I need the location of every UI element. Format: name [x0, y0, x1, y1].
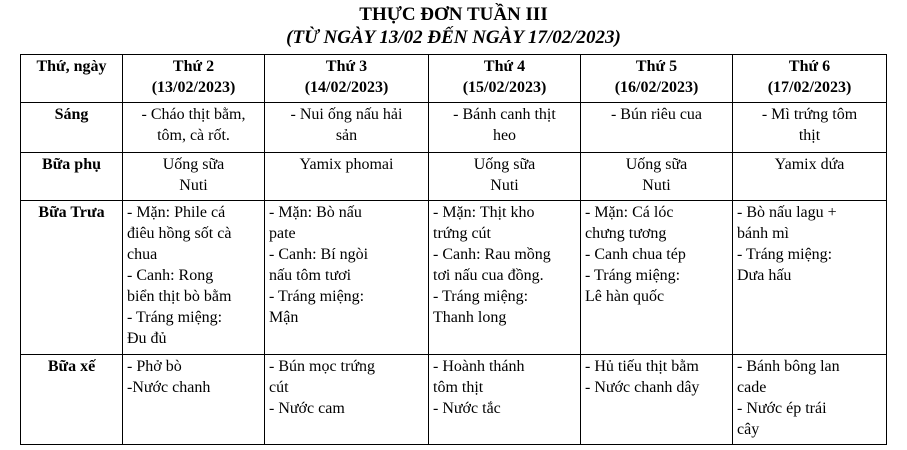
menu-line: Yamix dứa — [774, 156, 845, 173]
menu-line: - Canh: Rong — [127, 267, 214, 284]
menu-cell — [265, 201, 429, 355]
day-date: (17/02/2023) — [767, 79, 852, 96]
menu-line: - Bánh canh thịt — [453, 106, 556, 123]
menu-cell — [123, 355, 265, 445]
menu-line: cade — [737, 379, 767, 396]
menu-line: Dưa hấu — [737, 267, 792, 284]
menu-cell — [123, 201, 265, 355]
menu-line: tôm thịt — [433, 379, 484, 396]
day-name: Thứ 6 — [788, 58, 831, 75]
menu-line: Mận — [269, 309, 299, 326]
menu-line: chưng tương — [585, 225, 667, 242]
lunch-row — [21, 201, 887, 355]
menu-line: sản — [335, 127, 358, 144]
row-label: Bữa xế — [21, 355, 123, 445]
menu-cell — [429, 355, 581, 445]
menu-line: điêu hồng sốt cà — [127, 225, 232, 242]
day-name: Thứ 3 — [325, 58, 368, 75]
day-header — [581, 55, 733, 103]
menu-line: - Nước ép trái — [737, 400, 827, 417]
menu-line: - Nước cam — [269, 400, 345, 417]
menu-line: - Nước chanh dây — [585, 379, 700, 396]
menu-title: THỰC ĐƠN TUẦN III — [359, 4, 548, 25]
menu-line: - Mặn: Phile cá — [127, 204, 226, 221]
day-name: Thứ 5 — [635, 58, 678, 75]
menu-cell — [733, 201, 887, 355]
afternoon-row — [21, 355, 887, 445]
menu-cell — [429, 103, 581, 153]
menu-line: - Tráng miệng: — [585, 267, 681, 284]
menu-cell — [733, 103, 887, 153]
menu-line: tôm, cà rốt. — [157, 127, 230, 144]
day-date: (15/02/2023) — [462, 79, 547, 96]
menu-line: -Nước chanh — [127, 379, 211, 396]
menu-line: - Canh: Rau mồng — [433, 246, 551, 263]
menu-cell — [265, 153, 429, 201]
menu-line: Uống sữa — [473, 156, 536, 173]
menu-line: Nuti — [179, 177, 208, 194]
day-header — [429, 55, 581, 103]
menu-line: - Canh chua tép — [585, 246, 686, 263]
menu-line: bánh mì — [737, 225, 789, 242]
menu-cell — [581, 355, 733, 445]
menu-line: chua — [127, 246, 158, 263]
menu-line: - Phở bò — [127, 358, 182, 375]
header-row — [21, 55, 887, 103]
menu-cell — [265, 103, 429, 153]
menu-line: Thanh long — [433, 309, 507, 326]
menu-cell — [123, 153, 265, 201]
menu-line: - Cháo thịt bằm, — [141, 106, 246, 123]
day-date: (13/02/2023) — [151, 79, 236, 96]
day-date: (16/02/2023) — [614, 79, 699, 96]
menu-line: - Tráng miệng: — [269, 288, 365, 305]
menu-line: - Hủ tiếu thịt bằm — [585, 358, 699, 375]
menu-line: - Mặn: Thịt kho — [433, 204, 535, 221]
menu-line: thịt — [798, 127, 821, 144]
menu-line: - Bò nấu lagu + — [737, 204, 837, 221]
menu-cell — [581, 153, 733, 201]
menu-line: - Tráng miệng: — [433, 288, 529, 305]
row-label: Bữa phụ — [21, 153, 123, 201]
menu-line: - Nui ống nấu hải — [290, 106, 403, 123]
menu-line: cút — [269, 379, 289, 396]
menu-line: Đu đủ — [127, 330, 167, 347]
menu-cell — [429, 153, 581, 201]
menu-line: cây — [737, 421, 760, 438]
menu-cell — [265, 355, 429, 445]
menu-line: tơi nấu cua đồng. — [433, 267, 544, 284]
menu-line: pate — [269, 225, 296, 242]
day-name: Thứ 4 — [483, 58, 526, 75]
menu-line: - Bún mọc trứng — [269, 358, 375, 375]
menu-cell — [733, 153, 887, 201]
menu-line: Nuti — [642, 177, 671, 194]
menu-line: nấu tôm tươi — [269, 267, 352, 284]
menu-cell — [581, 103, 733, 153]
menu-cell — [123, 103, 265, 153]
menu-line: Uống sữa — [625, 156, 688, 173]
menu-line: - Tráng miệng: — [127, 309, 223, 326]
menu-cell — [429, 201, 581, 355]
menu-line: heo — [492, 127, 517, 144]
menu-line: Lê hàn quốc — [585, 288, 665, 305]
menu-cell — [733, 355, 887, 445]
menu-cell — [581, 201, 733, 355]
weekly-menu-table — [20, 54, 887, 445]
day-header — [733, 55, 887, 103]
menu-line: - Bánh bông lan — [737, 358, 840, 375]
row-label: Sáng — [21, 103, 123, 153]
day-header — [123, 55, 265, 103]
corner-header: Thứ, ngày — [21, 55, 123, 103]
menu-line: - Mặn: Cá lóc — [585, 204, 674, 221]
menu-subtitle: (TỪ NGÀY 13/02 ĐẾN NGÀY 17/02/2023) — [286, 27, 621, 48]
row-label: Bữa Trưa — [21, 201, 123, 355]
day-date: (14/02/2023) — [304, 79, 389, 96]
menu-line: - Bún riêu cua — [610, 106, 703, 123]
menu-line: trứng cút — [433, 225, 491, 242]
menu-line: - Mì trứng tôm — [761, 106, 858, 123]
menu-line: - Nước tắc — [433, 400, 501, 417]
day-header — [265, 55, 429, 103]
menu-line: Nuti — [490, 177, 519, 194]
menu-line: Uống sữa — [162, 156, 225, 173]
menu-line: biển thịt bò bằm — [127, 288, 232, 305]
menu-line: - Canh: Bí ngòi — [269, 246, 369, 263]
menu-line: - Mặn: Bò nấu — [269, 204, 362, 221]
menu-line: - Tráng miệng: — [737, 246, 833, 263]
day-name: Thứ 2 — [172, 58, 215, 75]
menu-line: - Hoành thánh — [433, 358, 525, 375]
menu-line: Yamix phomai — [299, 156, 394, 173]
breakfast-row — [21, 103, 887, 153]
snack-row — [21, 153, 887, 201]
